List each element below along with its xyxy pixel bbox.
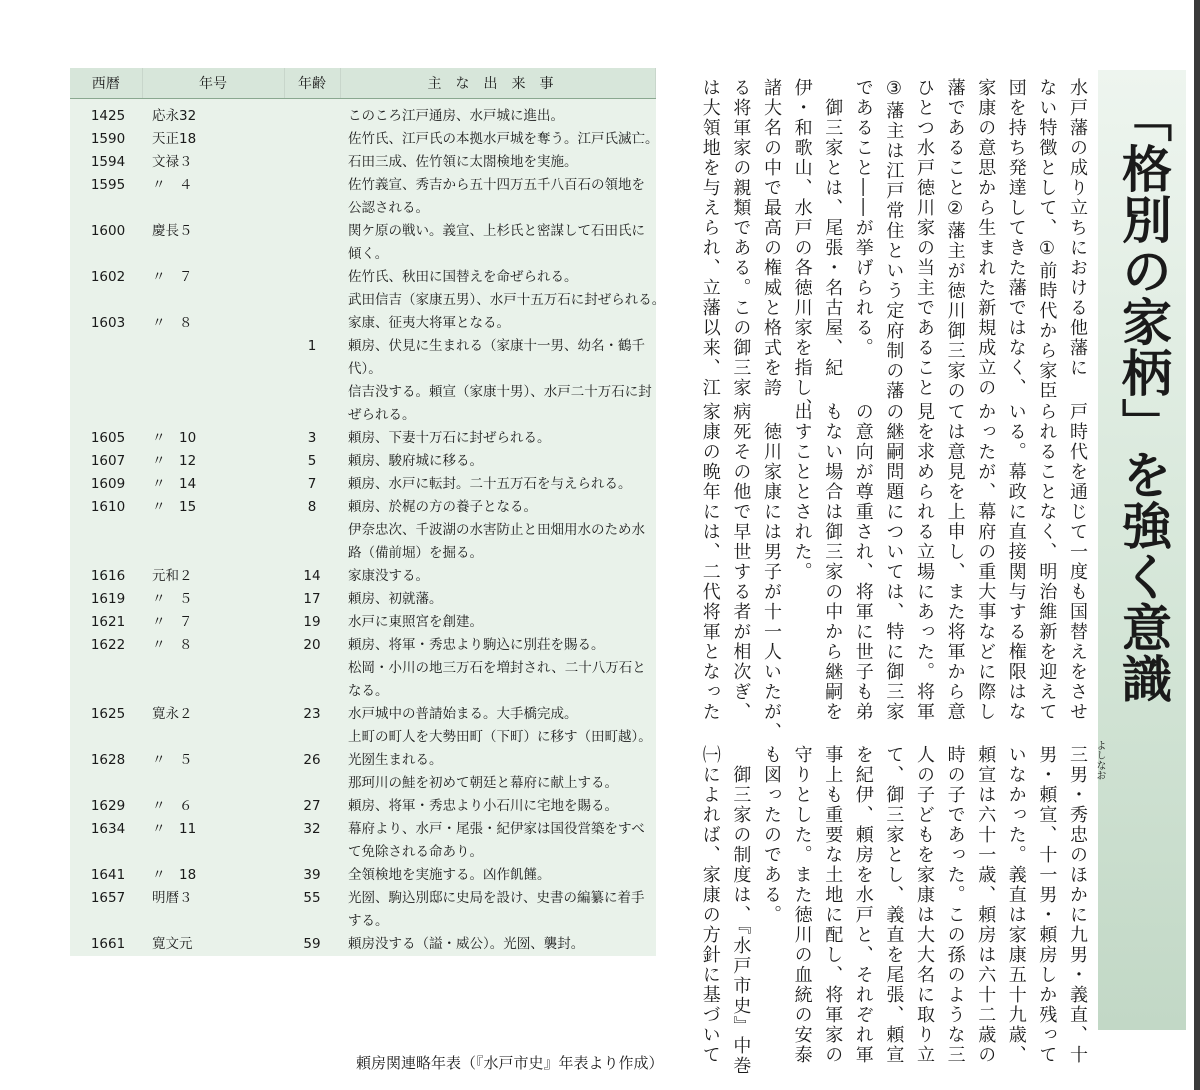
cell-year	[70, 289, 142, 312]
table-row	[70, 772, 655, 795]
table-row	[70, 105, 655, 128]
cell-era	[142, 726, 284, 749]
text-column: も図ったのである。	[761, 745, 782, 925]
text-column: ③藩主は江戸常住という定府制の藩	[883, 78, 905, 401]
table-row	[70, 496, 655, 519]
cell-event: 頼房、駿府城に移る。	[348, 453, 483, 469]
text-column: る将軍家の親類である。この御三家	[730, 78, 752, 398]
cell-year: 1621	[90, 614, 126, 630]
cell-age	[284, 220, 340, 243]
cell-event: 家康、征夷大将軍となる。	[348, 315, 510, 331]
cell-era	[142, 197, 284, 220]
cell-era	[142, 519, 284, 542]
cell-event: 上町の町人を大勢田町（下町）に移す（田町越）。	[348, 729, 652, 745]
text-column: の意向が尊重され、将軍に世子も弟	[852, 402, 874, 722]
cell-age	[284, 772, 340, 795]
cell-era	[142, 772, 284, 795]
cell-era: 〃 ６	[152, 798, 193, 814]
cell-year	[70, 841, 142, 864]
text-column: かったが、幕府の重大事などに際し	[975, 402, 997, 722]
cell-year: 1629	[90, 798, 126, 814]
cell-age: 59	[303, 936, 321, 952]
cell-age: 14	[303, 568, 321, 584]
text-column: は大領地を与えられ、立藩以来、江	[699, 78, 721, 398]
cell-era	[142, 657, 284, 680]
text-column: 人の子どもを家康は大大名に取り立	[914, 745, 935, 1065]
cell-event: 水戸城中の普請始まる。大手橋完成。	[348, 706, 578, 722]
cell-year	[70, 358, 142, 381]
cell-era	[142, 243, 284, 266]
cell-year: 1609	[90, 476, 126, 492]
cell-era: 寛永２	[152, 706, 193, 722]
table-row	[70, 197, 655, 220]
cell-year	[70, 243, 142, 266]
table-row	[70, 680, 655, 703]
table-caption: 頼房関連略年表（『水戸市史』年表より作成）	[356, 1054, 664, 1072]
cell-event: 関ケ原の戦い。義宣、上杉氏と密謀して石田氏に	[348, 223, 645, 239]
cell-year: 1634	[90, 821, 126, 837]
cell-age: 3	[307, 430, 317, 446]
cell-event: 家康没する。	[348, 568, 429, 584]
table-row	[70, 703, 655, 726]
text-column: 家康の意思から生まれた新規成立の	[975, 78, 997, 398]
ruby-yoshinao: よしなお	[1094, 740, 1105, 780]
cell-year: 1657	[90, 890, 126, 906]
cell-event: 光圀、駒込別邸に史局を設け、史書の編纂に着手	[348, 890, 645, 906]
table-row	[70, 266, 655, 289]
cell-era: 〃 ５	[152, 752, 193, 768]
cell-age	[284, 404, 340, 427]
cell-age	[284, 542, 340, 565]
cell-year	[70, 335, 142, 358]
header-year: 西暦	[70, 68, 142, 99]
cell-age	[284, 197, 340, 220]
cell-era: 元和２	[152, 568, 193, 584]
text-column: られることなく、明治維新を迎えて	[1036, 402, 1058, 722]
text-column: 諸大名の中で最高の権威と格式を誇	[761, 78, 782, 398]
cell-event: 頼房没する（謚・威公）。光圀、襲封。	[348, 936, 585, 952]
cell-age: 55	[303, 890, 321, 906]
table-row	[70, 289, 655, 312]
cell-year	[70, 726, 142, 749]
cell-age	[284, 841, 340, 864]
cell-event: 武田信吉（家康五男）、水戸十五万石に封ぜられる。	[348, 292, 666, 308]
cell-year: 1595	[90, 177, 126, 193]
cell-age	[284, 910, 340, 933]
cell-era	[142, 680, 284, 703]
table-row	[70, 634, 655, 657]
cell-year: 1594	[90, 154, 126, 170]
cell-year	[70, 910, 142, 933]
cell-event: なる。	[348, 683, 389, 699]
cell-year	[70, 772, 142, 795]
table-row	[70, 657, 655, 680]
table-row	[70, 588, 655, 611]
cell-age: 7	[307, 476, 317, 492]
section-heading: 「格別の家柄」を強く意識	[1114, 92, 1172, 704]
cell-year: 1607	[90, 453, 126, 469]
text-column: 見を求められる立場にあった。将軍	[914, 402, 935, 722]
cell-era: 〃 15	[152, 499, 197, 515]
cell-year: 1616	[90, 568, 126, 584]
cell-era: 〃 ４	[152, 177, 193, 193]
cell-era: 〃 ５	[152, 591, 193, 607]
text-column: 三男・秀忠のほかに九男・義直、十	[1067, 745, 1088, 1065]
text-column: ては意見を上申し、また将軍から意	[944, 402, 966, 722]
table-row	[70, 749, 655, 772]
cell-event: 全領検地を実施する。凶作飢饉。	[348, 867, 551, 883]
cell-age	[284, 174, 340, 197]
table-row	[70, 910, 655, 933]
cell-event: 水戸に東照宮を創建。	[348, 614, 483, 630]
cell-era	[142, 289, 284, 312]
text-column: 伊・和歌山、水戸の各徳川家を指し、	[791, 78, 813, 418]
cell-year: 1619	[90, 591, 126, 607]
table-row	[70, 565, 655, 588]
cell-year	[70, 381, 142, 404]
table-row	[70, 795, 655, 818]
cell-age: 23	[303, 706, 321, 722]
cell-event: このころ江戸通房、水戸城に進出。	[348, 108, 564, 124]
cell-event: 信吉没する。頼宣（家康十男）、水戸二十万石に封	[348, 384, 652, 400]
cell-event: 代）。	[348, 361, 382, 377]
page-edge	[1194, 0, 1200, 1090]
cell-era: 寛文元	[152, 936, 193, 952]
cell-year: 1610	[90, 499, 126, 515]
cell-year: 1590	[90, 131, 126, 147]
text-column: 徳川家康には男子が十一人いたが、	[761, 402, 782, 742]
cell-event: 松岡・小川の地三万石を増封され、二十八万石と	[348, 660, 646, 676]
text-column: いなかった。義直は家康五十九歳、	[1005, 745, 1027, 1065]
cell-age	[284, 358, 340, 381]
cell-event: 伊奈忠次、千波湖の水害防止と田畑用水のため水	[348, 522, 645, 538]
text-column: 守りとした。また徳川の血統の安泰	[791, 745, 813, 1065]
text-column: 事上も重要な土地に配し、将軍家の	[822, 745, 844, 1065]
table-row	[70, 864, 655, 887]
cell-event: 頼房、伏見に生まれる（家康十一男、幼名・鶴千	[348, 338, 645, 354]
cell-era: 〃 14	[152, 476, 197, 492]
cell-era	[142, 358, 284, 381]
cell-year: 1641	[90, 867, 126, 883]
text-column: 病死その他で早世する者が相次ぎ、	[730, 402, 752, 722]
cell-event: 傾く。	[348, 246, 389, 262]
cell-era	[142, 841, 284, 864]
table-row	[70, 335, 655, 358]
text-column: ㈠によれば、家康の方針に基づいて	[699, 745, 721, 1065]
table-row	[70, 243, 655, 266]
cell-event: 頼房、水戸に転封。二十五万石を与えられる。	[348, 476, 632, 492]
cell-year	[70, 197, 142, 220]
text-column: 戸時代を通じて一度も国替えをさせ	[1067, 402, 1088, 722]
table-row	[70, 404, 655, 427]
text-column: 御三家の制度は、『水戸市史』中巻	[730, 745, 752, 1076]
cell-era: 明暦３	[152, 890, 193, 906]
table-row	[70, 933, 655, 956]
cell-year: 1600	[90, 223, 126, 239]
cell-era: 〃 ８	[152, 637, 193, 653]
table-row	[70, 450, 655, 473]
text-column: ない特徴として、①前時代から家臣	[1036, 78, 1058, 401]
cell-era: 〃 ７	[152, 614, 193, 630]
table-row	[70, 174, 655, 197]
table-row	[70, 473, 655, 496]
text-column: を紀伊、頼房を水戸と、それぞれ軍	[852, 745, 874, 1065]
cell-age: 27	[303, 798, 321, 814]
text-column: 頼宣は六十一歳、頼房は六十二歳の	[975, 745, 997, 1065]
cell-event: 頼房、初就藩。	[348, 591, 443, 607]
table-row	[70, 381, 655, 404]
text-column: 団を持ち発達してきた藩ではなく、	[1005, 78, 1027, 398]
table-row	[70, 220, 655, 243]
header-event: 主な出来事	[340, 68, 655, 99]
text-column: であること――が挙げられる。	[852, 78, 874, 358]
cell-era	[142, 404, 284, 427]
cell-age: 32	[303, 821, 321, 837]
cell-event: する。	[348, 913, 389, 929]
table-row	[70, 818, 655, 841]
cell-age	[284, 519, 340, 542]
table-row	[70, 128, 655, 151]
cell-event: 佐竹義宣、秀吉から五十四万五千八百石の領地を	[348, 177, 645, 193]
cell-age: 1	[307, 338, 317, 354]
text-column: 水戸藩の成り立ちにおける他藩に	[1067, 78, 1088, 378]
cell-year: 1602	[90, 269, 126, 285]
cell-era	[142, 335, 284, 358]
text-column: もない場合は御三家の中から継嗣を	[822, 402, 844, 722]
table-row	[70, 542, 655, 565]
cell-era: 〃 ８	[152, 315, 193, 331]
text-column: 御三家とは、尾張・名古屋、紀	[822, 78, 844, 378]
cell-year	[70, 519, 142, 542]
table-row	[70, 358, 655, 381]
cell-age: 26	[303, 752, 321, 768]
cell-event: 佐竹氏、江戸氏の本拠水戸城を奪う。江戸氏滅亡。	[348, 131, 659, 147]
cell-event: 路（備前堀）を掘る。	[348, 545, 483, 561]
cell-age	[284, 289, 340, 312]
cell-year	[70, 542, 142, 565]
header-age: 年齢	[284, 68, 340, 99]
text-column: いる。幕政に直接関与する権限はな	[1005, 402, 1027, 722]
cell-year	[70, 680, 142, 703]
table-row	[70, 726, 655, 749]
cell-age	[284, 128, 340, 151]
cell-event: 佐竹氏、秋田に国替えを命ぜられる。	[348, 269, 578, 285]
cell-era: 天正18	[152, 131, 197, 147]
cell-era: 〃 10	[152, 430, 197, 446]
cell-year: 1661	[90, 936, 126, 952]
cell-age	[284, 266, 340, 289]
text-column: ひとつ水戸徳川家の当主であること	[914, 78, 935, 398]
cell-age	[284, 105, 340, 128]
cell-age: 5	[307, 453, 317, 469]
table-row	[70, 841, 655, 864]
table-body	[70, 99, 666, 957]
text-column: て、御三家とし、義直を尾張、頼宣	[883, 745, 905, 1065]
table-row	[70, 151, 655, 174]
cell-year	[70, 657, 142, 680]
text-column: 家康の晩年には、二代将軍となった	[699, 402, 721, 722]
cell-event: 頼房、将軍・秀忠より駒込に別荘を賜る。	[348, 637, 605, 653]
cell-era: 応永32	[152, 108, 197, 124]
cell-era	[142, 542, 284, 565]
cell-era: 〃 12	[152, 453, 197, 469]
cell-event: ぜられる。	[348, 407, 416, 423]
cell-era: 文禄３	[152, 154, 193, 170]
cell-age	[284, 312, 340, 335]
cell-event: 那珂川の鮭を初めて朝廷と幕府に献上する。	[348, 775, 618, 791]
table-row	[70, 519, 655, 542]
cell-year: 1605	[90, 430, 126, 446]
cell-event: 幕府より、水戸・尾張・紀伊家は国役営築をすべ	[348, 821, 645, 837]
cell-era: 慶長５	[152, 223, 193, 239]
text-column: 出すこととされた。	[791, 402, 813, 582]
cell-event: 光圀生まれる。	[348, 752, 443, 768]
table-row	[70, 887, 655, 910]
cell-age: 20	[303, 637, 321, 653]
text-column: の継嗣問題については、特に御三家	[883, 402, 905, 722]
cell-era	[142, 381, 284, 404]
cell-era: 〃 11	[152, 821, 197, 837]
header-era: 年号	[142, 68, 284, 99]
cell-age: 17	[303, 591, 321, 607]
chronology-table	[70, 68, 666, 956]
cell-event: て免除される命あり。	[348, 844, 483, 860]
table-row	[70, 611, 655, 634]
cell-year: 1603	[90, 315, 126, 331]
table-header-row	[70, 68, 655, 99]
cell-age: 39	[303, 867, 321, 883]
cell-event: 公認される。	[348, 200, 429, 216]
cell-age: 8	[307, 499, 317, 515]
cell-era: 〃 18	[152, 867, 197, 883]
cell-age	[284, 680, 340, 703]
cell-age	[284, 657, 340, 680]
cell-era: 〃 ７	[152, 269, 193, 285]
cell-age	[284, 381, 340, 404]
cell-era	[142, 910, 284, 933]
table-row	[70, 427, 655, 450]
cell-year: 1628	[90, 752, 126, 768]
table-row	[70, 312, 655, 335]
cell-age	[284, 243, 340, 266]
cell-event: 頼房、将軍・秀忠より小石川に宅地を賜る。	[348, 798, 618, 814]
text-column: 藩であること②藩主が徳川御三家の	[944, 78, 966, 401]
cell-year: 1625	[90, 706, 126, 722]
text-column: 男・頼宣、十一男・頼房しか残って	[1036, 745, 1058, 1065]
cell-year: 1622	[90, 637, 126, 653]
text-column: 時の子であった。この孫のような三	[944, 745, 966, 1065]
cell-year	[70, 404, 142, 427]
cell-age	[284, 151, 340, 174]
cell-age	[284, 726, 340, 749]
cell-event: 頼房、於梶の方の養子となる。	[348, 499, 537, 515]
cell-year: 1425	[90, 108, 126, 124]
cell-event: 頼房、下妻十万石に封ぜられる。	[348, 430, 551, 446]
cell-age: 19	[303, 614, 321, 630]
cell-event: 石田三成、佐竹領に太閤検地を実施。	[348, 154, 578, 170]
